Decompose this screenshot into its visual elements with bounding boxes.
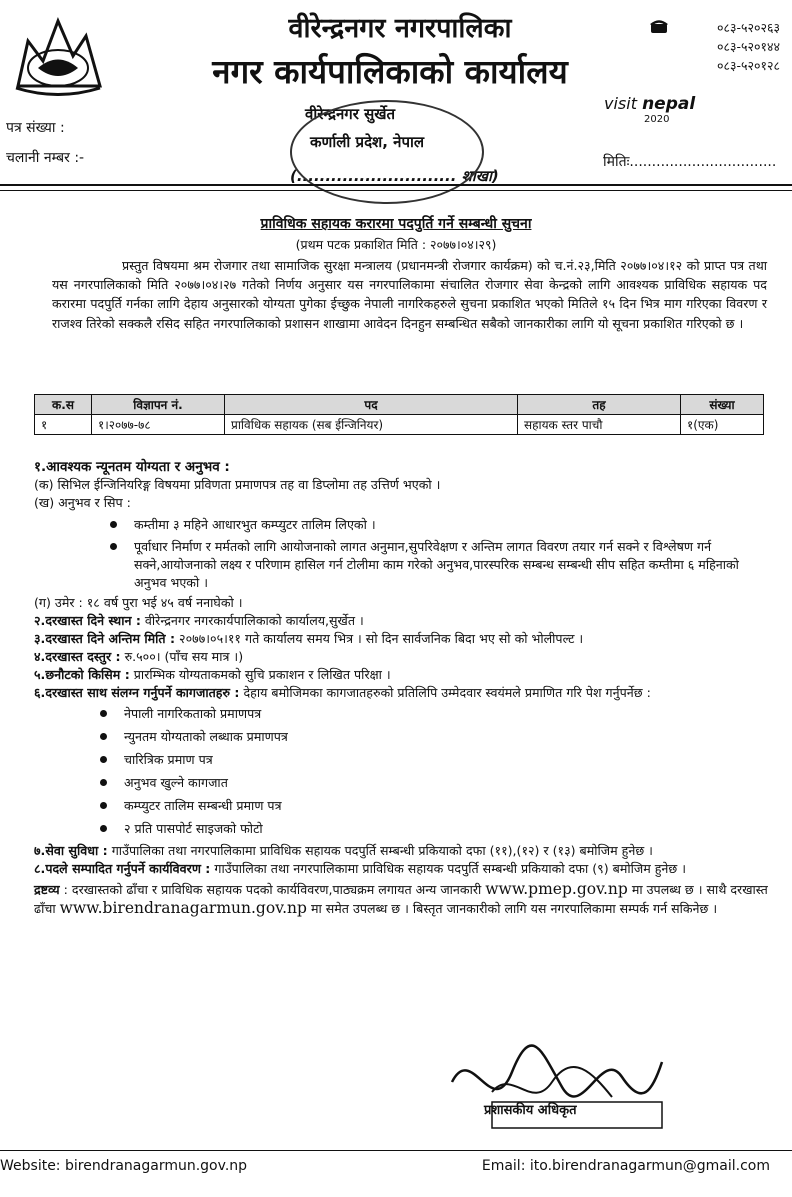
list-item-text: कम्प्युटर तालिम सम्बन्धी प्रमाण पत्र (124, 798, 282, 813)
note (34, 880, 774, 918)
phone-number: ०८३-५२०२६३ (716, 20, 780, 35)
cell-level: सहायक स्तर पाचौ (518, 415, 681, 435)
phone-numbers (717, 18, 780, 75)
section-3 (34, 630, 774, 648)
section-5-text: प्रारम्भिक योग्यताकमको सुचि प्रकाशन र लिखित परिक्षा । (133, 667, 391, 682)
dispatch-number-label: चलानी नम्बर :- (6, 150, 85, 166)
list-item-text: २ प्रति पासपोर्ट साइजको फोटो (124, 821, 263, 836)
col-header-level: तह (518, 395, 681, 415)
list-item (94, 516, 774, 534)
note-label: द्रष्टव्य (34, 882, 60, 897)
section-6-label: ६.दरखास्त साथ संलग्न गर्नुपर्ने कागजातहरु : (34, 685, 240, 700)
municipality-link[interactable]: www.birendranagarmun.gov.np (59, 899, 307, 917)
note-text-3: मा समेत उपलब्ध छ । बिस्तृत जानकारीको लागि यस नगरपालिकामा सम्पर्क गर्न सकिनेछ । (310, 901, 718, 916)
section-5 (34, 666, 774, 684)
requirement-ga: (ग) उमेर : १८ वर्ष पुरा भई ४५ वर्ष ननाघेको । (34, 595, 243, 610)
visit-year: 2020 (644, 114, 670, 125)
visit-text: visit (604, 94, 637, 113)
section-6 (34, 684, 774, 702)
section-3-text: २०७७।०५।११ गते कार्यालय समय भित्र । सो दिन सार्वजनिक बिदा भए सो को भोलीपल्ट । (179, 631, 584, 646)
footer-email[interactable]: Email: ito.birendranagarmun@gmail.com (481, 1158, 770, 1174)
section-7-text: गाउँपालिका तथा नगरपालिकामा प्राविधिक सहायक पदपुर्ति सम्बन्धी प्रकियाको दफा (११),(१२) र (१३) बमोजिम हुनेछ । (111, 843, 653, 858)
header-divider (0, 184, 792, 186)
bullet-icon (100, 779, 107, 786)
table-header-row (35, 395, 764, 415)
list-item-text: चारित्रिक प्रमाण पत्र (124, 752, 213, 767)
section-7-label: ७.सेवा सुविधा : (34, 843, 108, 858)
visit-nepal-logo (604, 94, 695, 125)
list-item-text: अनुभव खुल्ने कागजात (124, 775, 228, 790)
col-header-ad-no: विज्ञापन नं. (92, 395, 225, 415)
list-item (84, 794, 774, 817)
cell-ad-no: १।२०७७-७८ (92, 415, 225, 435)
notice-title: प्राविधिक सहायक करारमा पदपुर्ति गर्ने सम्बन्धी सुचना (260, 216, 532, 232)
phone-number: ०८३-५२०१२८ (716, 58, 780, 73)
section-8-label: ८.पदले सम्पादित गर्नुपर्ने कार्यविवरण : (34, 861, 211, 876)
section-5-label: ५.छनौटको किसिम : (34, 667, 130, 682)
section-2-label: २.दरखास्त दिने स्थान : (34, 613, 141, 628)
bullet-icon (110, 543, 117, 550)
experience-list (94, 516, 774, 592)
section-2 (34, 612, 774, 630)
section-1-title: १.आवश्यक न्यूनतम योग्यता र अनुभव : (34, 459, 230, 475)
bullet-icon (100, 825, 107, 832)
note-text-1: : दरखास्तको ढाँचा र प्राविधिक सहायक पदको कार्यविवरण,पाठ्यक्रम लगायत अन्य जानकारी (63, 882, 482, 897)
section-8 (34, 860, 774, 878)
notice-paragraph: प्रस्तुत विषयमा श्रम रोजगार तथा सामाजिक सुरक्षा मन्त्रालय (प्रधानमन्त्री रोजगार कार्यक्रम) को च.नं.२३,मिति २०७७।०४।१२ को प्राप्त पत्र तथा यस नगरपालिकाको मिति २०७७।०४।२७ गतेको निर्णय अनुसार यस नगरपालिकामा संचालित रोजगार सेवा केन्द्रको लागि आवश्यक प्राविधिक सहायक पद करारमा पदपुर्ति गर्नका लागि देहाय अनुसारको योग्यता पुगेका ईच्छुक नेपाली नागरिकहरुले सुचना प्रकाशित भएको मितिले १५ दिन भित्र माग गरिएका विवरण र राजश्व तिरेको सक्कलै रसिद सहित नगरपालिकाको प्रशासन शाखामा आवेदन दिनहुन सम्बन्धित सबैको जानकारीका लागि यो सूचना प्रकाशित गरिएको छ । (52, 258, 767, 331)
list-item (84, 725, 774, 748)
letter-number-label: पत्र संख्या : (6, 120, 65, 136)
col-header-count: संख्या (681, 395, 764, 415)
section-4-text: रु.५००। (पाँच सय मात्र ।) (124, 649, 244, 664)
list-item-text: कम्तीमा ३ महिने आधारभुत कम्प्युटर तालिम लिएको । (134, 517, 376, 532)
list-item (84, 817, 774, 840)
branch-line: (............................ शाखा) (290, 167, 499, 185)
requirement-ka: (क) सिभिल ईन्जिनियरिङ्ग विषयमा प्रविणता प्रमाणपत्र तह वा डिप्लोमा तह उत्तिर्ण भएको । (34, 477, 441, 492)
office-name: नगर कार्यपालिकाको कार्यालय (212, 52, 568, 91)
list-item-text: पूर्वाधार निर्माण र मर्मतको लागि आयोजनाको लागत अनुमान,सुपरिवेक्षण र अन्तिम लागत विवरण तयार गर्न सक्ने र विश्लेषण गर्न सक्ने,आयोजनाको लक्ष्य र परिणाम हासिल गर्न टोलीमा काम गरेको अनुभव,पारस्परिक सम्बन्ध सम्बन्धी सीप सहित कम्तीमा ६ महिनाको अनुभव भएको । (134, 539, 739, 590)
list-item-text: न्युनतम योग्यताको लब्धाक प्रमाणपत्र (124, 729, 288, 744)
section-8-text: गाउँपालिका तथा नगरपालिकामा प्राविधिक सहायक पदपुर्ति सम्बन्धी प्रकियाको दफा (९) बमोजिम हुनेछ । (214, 861, 687, 876)
cell-sn: १ (35, 415, 92, 435)
col-header-post: पद (225, 395, 518, 415)
cell-count: १(एक) (681, 415, 764, 435)
col-header-sn: क.स (35, 395, 92, 415)
notice-subtitle: (प्रथम पटक प्रकाशित मिति : २०७७।०४।२९) (295, 237, 497, 252)
telephone-icon (650, 20, 668, 34)
office-stamp (290, 100, 484, 204)
note-text-2: मा उपलब्ध छ । साथै दरखास्त ढाँचा (34, 882, 768, 916)
section-4-label: ४.दरखास्त दस्तुर : (34, 649, 121, 664)
list-item (84, 702, 774, 725)
section-4 (34, 648, 774, 666)
position-table (34, 394, 764, 435)
cell-post: प्राविधिक सहायक (सब ईन्जिनियर) (225, 415, 518, 435)
address-province: कर्णाली प्रदेश, नेपाल (310, 133, 425, 151)
list-item (84, 771, 774, 794)
municipality-seal-icon (8, 6, 108, 96)
date-label: मितिः................................. (603, 154, 777, 170)
phone-number: ०८३-५२०१४४ (716, 39, 780, 54)
list-item (84, 748, 774, 771)
header-divider-thin (0, 190, 792, 191)
signature-title: प्रशासकीय अधिकृत (484, 1103, 577, 1118)
bullet-icon (100, 802, 107, 809)
section-2-text: वीरेन्द्रनगर नगरकार्यपालिकाको कार्यालय,सुर्खेत । (144, 613, 364, 628)
footer-divider (0, 1150, 792, 1151)
bullet-icon (100, 710, 107, 717)
bullet-icon (110, 521, 117, 528)
footer-website[interactable]: Website: birendranagarmun.gov.np (0, 1158, 248, 1174)
municipality-name: वीरेन्द्रनगर नगरपालिका (288, 13, 512, 44)
section-7 (34, 842, 774, 860)
bullet-icon (100, 756, 107, 763)
visit-brand: nepal (642, 94, 696, 114)
section-6-text: देहाय बमोजिमका कागजातहरुको प्रतिलिपि उम्मेदवार स्वयंमले प्रमाणित गरि पेश गर्नुपर्नेछ : (243, 685, 651, 700)
list-item (94, 538, 774, 592)
section-3-label: ३.दरखास्त दिने अन्तिम मिति : (34, 631, 176, 646)
documents-list (84, 702, 774, 840)
requirements-section (34, 458, 774, 918)
address-city: वीरेन्द्रनगर सुर्खेत (305, 105, 396, 123)
list-item-text: नेपाली नागरिकताको प्रमाणपत्र (124, 706, 262, 721)
bullet-icon (100, 733, 107, 740)
pmep-link[interactable]: www.pmep.gov.np (485, 880, 628, 898)
requirement-kha: (ख) अनुभव र सिप : (34, 495, 131, 510)
table-row (35, 415, 764, 435)
